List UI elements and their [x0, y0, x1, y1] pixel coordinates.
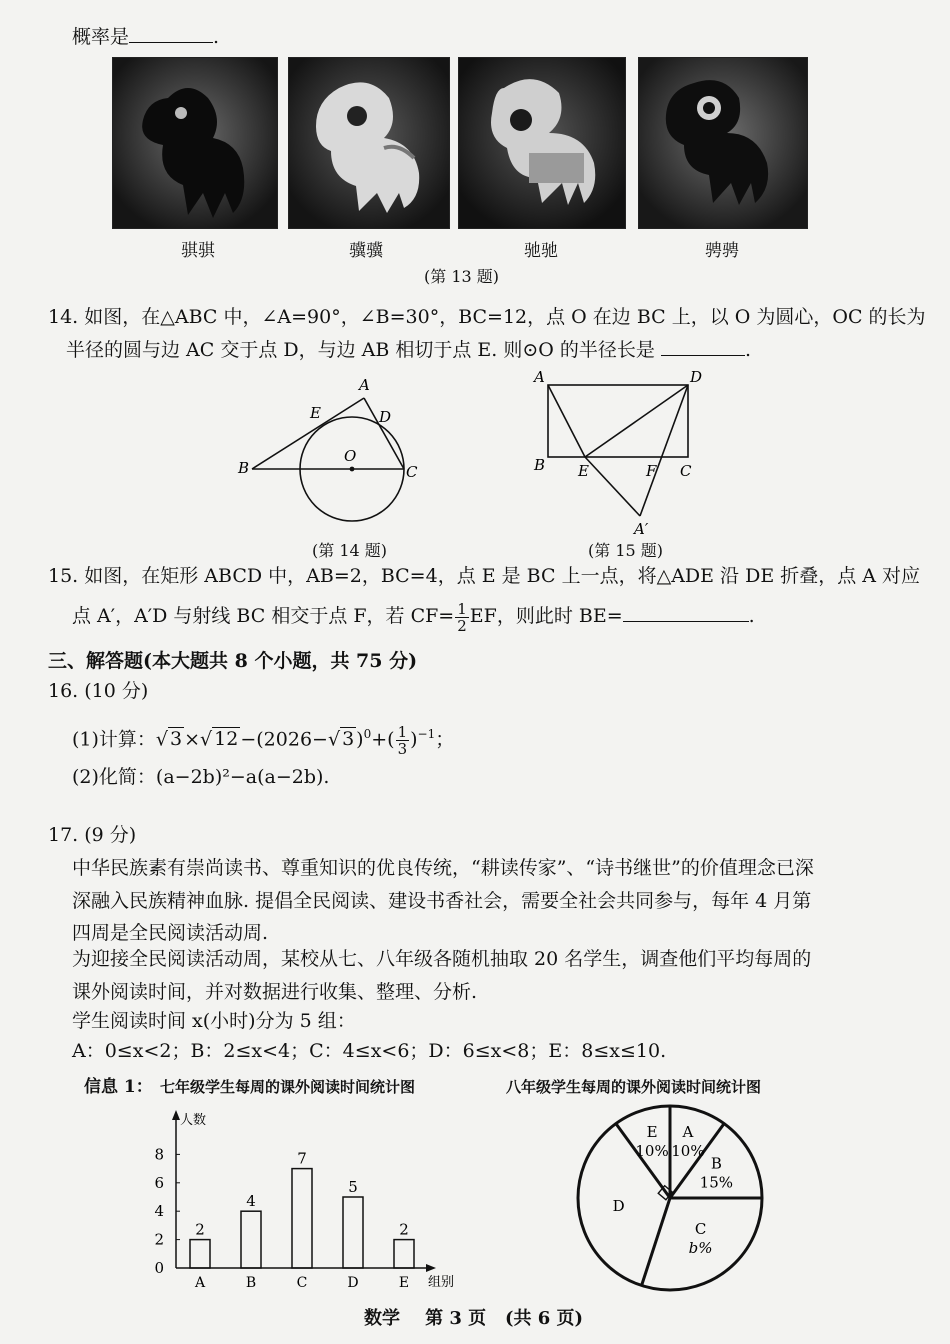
- footer-page: 第 3 页: [425, 1308, 487, 1329]
- segment-da2: [640, 385, 688, 516]
- frac-den: 3: [397, 739, 408, 758]
- segment-ae: [548, 385, 585, 457]
- y-tick-label: 8: [154, 1145, 164, 1164]
- q16-part2: (2)化简：(a−2b)²−a(a−2b).: [72, 766, 330, 788]
- q15-end: .: [748, 605, 755, 627]
- bar: [394, 1240, 414, 1268]
- q14-figure-caption: (第 14 题): [312, 541, 388, 560]
- horse-dark-image: [639, 58, 807, 228]
- q16-part1: (1)计算：√ 3 ×√ 12 −(2026−√ 3 )$^0$+( $\frac{1}{3}$ )$^{-1}$；: [72, 722, 455, 758]
- label-c: C: [406, 463, 418, 481]
- sqrt-3: 3: [170, 728, 183, 751]
- y-tick-label: 0: [154, 1259, 164, 1277]
- q15-line2-b: EF，则此时 BE=: [469, 605, 623, 627]
- x-axis-label: 组别: [428, 1275, 455, 1289]
- horse-white-image: [289, 58, 449, 228]
- sqrt-12: 12: [214, 728, 239, 751]
- q14-line2: [66, 337, 751, 363]
- pie-slice-label: A: [682, 1122, 694, 1141]
- label-a-prime: A′: [634, 520, 649, 538]
- footer-total: (共 6 页): [504, 1308, 584, 1329]
- q15-line1: 15. 如图，在矩形 ABCD 中，AB=2，BC=4，点 E 是 BC 上一点，将△ADE 沿 DE 折叠，点 A 对应: [48, 565, 921, 587]
- horse-saddle-image: [459, 58, 625, 228]
- label-e: E: [578, 462, 589, 480]
- sqrt-3b: 3: [342, 728, 355, 751]
- label-b: B: [534, 456, 546, 474]
- q16-header: 16. (10 分): [48, 680, 149, 702]
- frac-den: 2: [457, 616, 467, 635]
- q12-text: 概率是: [72, 26, 130, 48]
- q17-para2-line1: 为迎接全民阅读活动周，某校从七、八年级各随机抽取 20 名学生，调查他们平均每周的: [72, 948, 812, 970]
- x-tick-label: D: [347, 1275, 359, 1289]
- y-tick-label: 2: [154, 1230, 164, 1249]
- q17-header: 17. (9 分): [48, 824, 137, 846]
- y-tick-label: 4: [154, 1202, 164, 1221]
- q16-p1-end: ；: [435, 728, 455, 751]
- caption-horse-1: 骐骐: [181, 241, 215, 261]
- bar: [292, 1169, 312, 1268]
- q17-para2-line2: 课外阅读时间，并对数据进行收集、整理、分析.: [72, 981, 478, 1003]
- bar-data-label: 2: [195, 1220, 205, 1239]
- q13-figure-caption: (第 13 题): [424, 267, 500, 286]
- pie-slice-label: B: [710, 1154, 722, 1173]
- fraction-one-half: [455, 601, 469, 634]
- info-label: 信息 1：: [84, 1077, 153, 1097]
- rectangle-abcd: [548, 385, 688, 457]
- q17-para1-line1: 中华民族素有崇尚读书、尊重知识的优良传统，“耕读传家”、“诗书继世”的价值理念已深: [72, 857, 814, 879]
- y-axis-arrow: [172, 1110, 180, 1120]
- q17-para1-line2: 深融入民族精神血脉. 提倡全民阅读、建设书香社会，需要全社会共同参与，每年 4 月第: [72, 890, 812, 912]
- segment-ea2: [585, 457, 640, 516]
- label-c: C: [680, 462, 692, 480]
- label-a: A: [534, 368, 545, 386]
- fraction-one-third: [396, 724, 410, 757]
- label-o: O: [344, 447, 357, 465]
- pie-slice-label: D: [612, 1197, 625, 1216]
- label-d: D: [379, 408, 392, 426]
- pie-slice-value: 10%: [635, 1141, 669, 1160]
- q15-line2-a: 点 A′，A′D 与射线 BC 相交于点 F，若 CF=: [72, 605, 455, 627]
- answer-blank[interactable]: [623, 603, 749, 622]
- exp-zero: 0: [363, 727, 372, 741]
- q15-diagram: [530, 368, 720, 538]
- bar-data-label: 7: [297, 1149, 307, 1168]
- x-axis-arrow: [426, 1264, 436, 1272]
- pie-chart-title: 八年级学生每周的课外阅读时间统计图: [506, 1078, 762, 1096]
- pie-slice-boundary: [642, 1198, 670, 1285]
- pie-slice-value: b%: [688, 1239, 713, 1258]
- q14-line2-text: 半径的圆与边 AC 交于点 D，与边 AB 相切于点 E. 则⊙O 的半径长是: [66, 339, 655, 361]
- times-sign: ×: [184, 728, 201, 751]
- q16-p1-plus: +(: [371, 728, 395, 751]
- q17-para1-line3: 四周是全民阅读活动周.: [72, 922, 269, 944]
- label-a: A: [359, 378, 370, 394]
- bar-data-label: 4: [246, 1192, 256, 1211]
- photo-horse-1: [112, 57, 278, 229]
- photo-horse-4: [638, 57, 808, 229]
- bar: [241, 1211, 261, 1268]
- q15-line2: [72, 598, 755, 634]
- q12-end: .: [213, 26, 220, 48]
- q14-end: .: [744, 339, 751, 361]
- bar-chart-title: 七年级学生每周的课外阅读时间统计图: [160, 1078, 416, 1096]
- bar-data-label: 2: [399, 1220, 409, 1239]
- exp-neg-one: −1: [417, 727, 436, 741]
- q12-tail: [72, 24, 219, 50]
- q16-p1-paren: ): [356, 728, 364, 751]
- label-d: D: [690, 368, 703, 386]
- label-e: E: [310, 404, 321, 422]
- q15-figure-caption: (第 15 题): [588, 541, 664, 560]
- q14-diagram: [230, 378, 430, 538]
- pie-slice-label: E: [646, 1122, 658, 1141]
- photo-horse-3: [458, 57, 626, 229]
- q16-p1-close: ): [410, 728, 418, 751]
- y-tick-label: 6: [154, 1173, 164, 1192]
- q14-line1: 14. 如图，在△ABC 中，∠A=90°，∠B=30°，BC=12，点 O 在边 BC 上，以 O 为圆心，OC 的长为: [48, 306, 926, 328]
- x-tick-label: A: [194, 1275, 206, 1289]
- bar-data-label: 5: [348, 1178, 358, 1196]
- pie-slice-value: 10%: [671, 1141, 705, 1160]
- bar: [343, 1197, 363, 1268]
- frac-num: 1: [397, 722, 408, 741]
- pie-slice-boundary: [616, 1124, 670, 1198]
- label-f: F: [646, 462, 657, 480]
- footer: [364, 1304, 583, 1330]
- answer-blank[interactable]: [129, 24, 213, 43]
- answer-blank[interactable]: [661, 337, 745, 356]
- x-tick-label: E: [398, 1275, 410, 1289]
- bar: [190, 1240, 210, 1268]
- frac-num: 1: [457, 599, 467, 618]
- q17-para3: 学生阅读时间 x(小时)分为 5 组：: [72, 1010, 356, 1032]
- footer-subject: 数学: [364, 1308, 400, 1329]
- photo-horse-2: [288, 57, 450, 229]
- bar-chart: [130, 1104, 470, 1289]
- label-b: B: [238, 459, 250, 477]
- q16-p1-prefix: (1)计算：: [72, 728, 156, 751]
- pie-slice-value: 15%: [699, 1173, 734, 1192]
- pie-slice-label: C: [694, 1220, 707, 1239]
- caption-horse-4: 骋骋: [705, 241, 739, 261]
- caption-horse-3: 驰驰: [524, 241, 558, 261]
- segment-de: [585, 385, 688, 457]
- q16-p1-mid: −(2026−: [240, 728, 328, 751]
- x-tick-label: B: [245, 1275, 257, 1289]
- section-title: 三、解答题(本大题共 8 个小题，共 75 分): [48, 650, 418, 672]
- pie-chart: [570, 1098, 770, 1298]
- q17-groups: A：0≤x<2；B：2≤x<4；C：4≤x<6；D：6≤x<8；E：8≤x≤10.: [72, 1040, 667, 1062]
- horse-silhouette-image: [113, 58, 277, 228]
- center-point: [350, 467, 355, 472]
- caption-horse-2: 骥骥: [349, 241, 383, 261]
- x-tick-label: C: [296, 1275, 308, 1289]
- y-axis-label: 人数: [180, 1113, 207, 1128]
